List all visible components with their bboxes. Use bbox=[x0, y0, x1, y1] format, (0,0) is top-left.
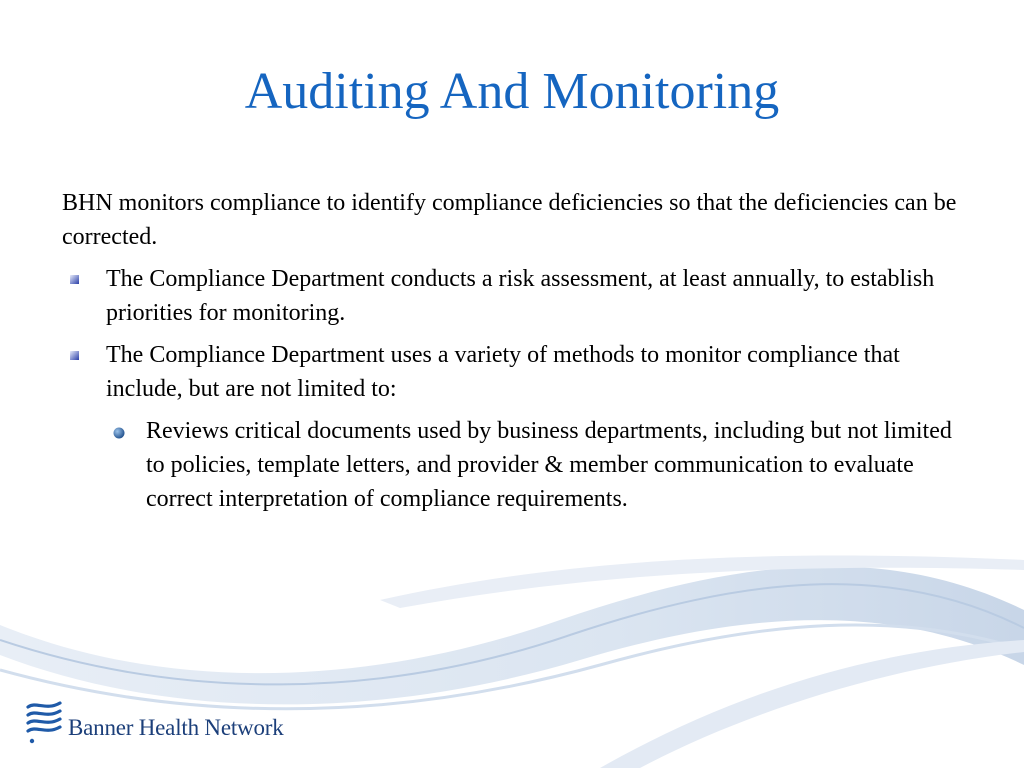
bullet-item bbox=[62, 262, 962, 330]
slide-body bbox=[62, 186, 962, 516]
bullet-text: The Compliance Department uses a variety of methods to monitor compliance that include, but are not limited to: bbox=[106, 342, 900, 402]
logo-text: Banner Health Network bbox=[68, 715, 284, 740]
round-bullet-icon bbox=[113, 427, 125, 439]
square-bullet-icon bbox=[70, 351, 79, 360]
banner-wave-logo-icon bbox=[24, 697, 64, 747]
sub-bullet-text: Reviews critical documents used by business departments, including but not limited to policies, template letters, and provider & member communication to evaluate correct interpretation of compliance requirements. bbox=[146, 418, 952, 512]
intro-paragraph: BHN monitors compliance to identify compliance deficiencies so that the deficiencies can be corrected. bbox=[62, 190, 957, 250]
square-bullet-icon bbox=[70, 275, 79, 284]
sub-bullet-item bbox=[62, 414, 962, 516]
bullet-text: The Compliance Department conducts a risk assessment, at least annually, to establish priorities for monitoring. bbox=[106, 266, 935, 326]
slide-title: Auditing And Monitoring bbox=[244, 63, 780, 120]
bullet-item bbox=[62, 338, 962, 406]
banner-health-network-logo bbox=[24, 696, 284, 748]
